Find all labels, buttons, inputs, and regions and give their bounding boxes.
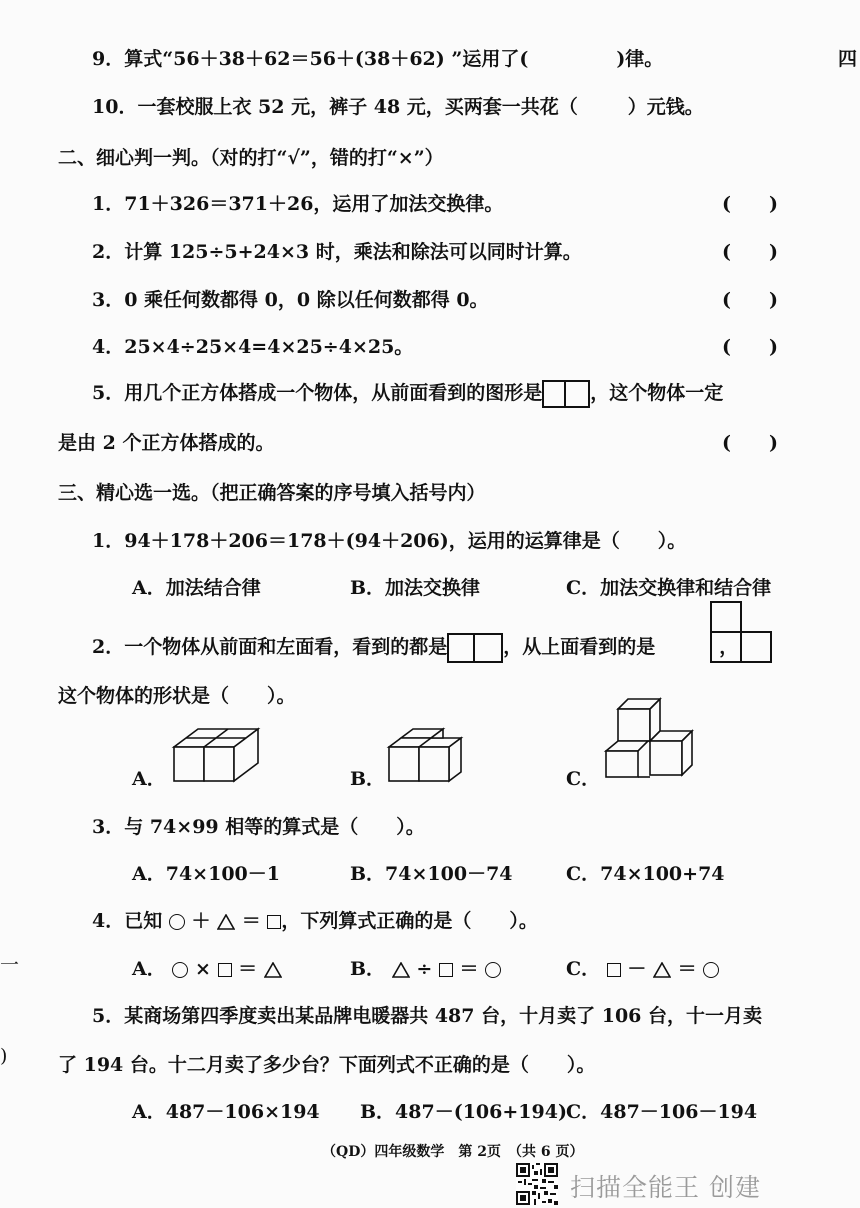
view-square-2 xyxy=(475,633,503,663)
minus-sign-icon: － xyxy=(627,958,647,980)
judge-item-4-answer: ( ) xyxy=(722,336,778,358)
square-icon xyxy=(267,915,281,929)
triangle-icon xyxy=(392,962,410,978)
times-sign-icon: × xyxy=(195,958,211,980)
circle-icon xyxy=(485,962,501,978)
choice-2-text-c: ， xyxy=(719,636,739,658)
choice-4-option-c-label: C． xyxy=(566,958,601,980)
choice-5-line2: 了 194 台。十二月卖了多少台？下面列式不正确的是（ ）。 xyxy=(58,1054,596,1076)
front-view-square-2 xyxy=(566,380,590,408)
section-3-title: 三、精心选一选。（把正确答案的序号填入括号内） xyxy=(58,482,486,504)
circle-icon xyxy=(169,914,185,930)
choice-question-4 xyxy=(92,906,538,933)
equals-sign-icon: ＝ xyxy=(677,958,697,980)
equals-sign-icon: ＝ xyxy=(459,958,479,980)
choice-question-3: 3．与 74×99 相等的算式是（ ）。 xyxy=(92,816,425,838)
judge-item-3-answer: ( ) xyxy=(722,289,778,311)
scanner-watermark: 扫描全能王 创建 xyxy=(570,1173,761,1202)
choice-4-option-b-label: B． xyxy=(350,958,386,980)
judge-item-4: 4．25×4÷25×4=4×25÷4×25。 xyxy=(92,336,414,358)
judge-item-3: 3．0 乘任何数都得 0，0 除以任何数都得 0。 xyxy=(92,289,489,311)
circle-icon xyxy=(172,962,188,978)
choice-2-text-b: ，从上面看到的是 xyxy=(503,636,656,658)
front-view-square-1 xyxy=(542,380,566,408)
edge-char-right: 四 xyxy=(838,48,858,70)
question-9-tail: )律。 xyxy=(616,48,664,70)
view-square-1 xyxy=(447,633,475,663)
question-9-text: 9．算式“56＋38＋62＝56＋(38＋62) ”运用了( xyxy=(92,48,529,70)
top-view-icon xyxy=(709,600,773,664)
choice-2-text-a: 2．一个物体从前面和左面看，看到的都是 xyxy=(92,636,448,658)
choice-3-option-a: A．74×100－1 xyxy=(132,863,280,885)
square-icon xyxy=(607,963,621,977)
choice-5-option-c: C．487－106－194 xyxy=(566,1101,758,1123)
judge-item-1-answer: ( ) xyxy=(722,193,778,215)
divide-sign-icon: ÷ xyxy=(416,958,433,980)
triangle-icon xyxy=(217,914,235,930)
choice-question-1: 1．94＋178＋206＝178＋(94＋206)，运用的运算律是（ ）。 xyxy=(92,530,687,552)
choice-3-option-c: C．74×100+74 xyxy=(566,863,725,885)
triangle-icon xyxy=(653,962,671,978)
choice-1-option-a: A．加法结合律 xyxy=(132,577,261,599)
square-icon xyxy=(218,963,232,977)
choice-1-option-b: B．加法交换律 xyxy=(350,577,481,599)
choice-4-option-a-label: A． xyxy=(132,958,166,980)
judge-item-1: 1．71＋326＝371＋26，运用了加法交换律。 xyxy=(92,193,504,215)
plus-sign-icon: ＋ xyxy=(191,910,211,932)
choice-1-option-c: C．加法交换律和结合律 xyxy=(566,577,772,599)
edge-char-left-bottom: ) xyxy=(0,1045,8,1067)
equals-sign-icon: ＝ xyxy=(241,910,261,932)
judge-item-5-answer: ( ) xyxy=(722,432,778,454)
choice-2-label-c: C． xyxy=(566,768,601,790)
judge-item-5 xyxy=(92,378,723,408)
choice-3-option-b: B．74×100－74 xyxy=(350,863,513,885)
question-10-text: 10．一套校服上衣 52 元，裤子 48 元，买两套一共花（ xyxy=(92,96,578,118)
question-10-tail: ）元钱。 xyxy=(627,96,704,118)
section-2-title: 二、细心判一判。（对的打“√”，错的打“×”） xyxy=(58,147,444,169)
choice-4-text-b: ，下列算式正确的是（ ）。 xyxy=(281,910,538,932)
triangle-icon xyxy=(264,962,282,978)
qr-code-icon xyxy=(516,1163,558,1205)
choice-2-label-a: A． xyxy=(132,768,166,790)
shape-c-cube-drawing xyxy=(602,695,694,785)
judge-item-5-line2: 是由 2 个正方体搭成的。 xyxy=(58,432,275,454)
choice-question-2 xyxy=(92,632,738,663)
shape-a-cube-drawing xyxy=(170,725,264,787)
choice-4-option-b xyxy=(350,954,501,981)
question-10 xyxy=(92,92,704,119)
choice-4-option-a xyxy=(132,954,282,981)
equals-sign-icon: ＝ xyxy=(238,958,258,980)
choice-2-label-b: B． xyxy=(350,768,386,790)
judge-item-2-answer: ( ) xyxy=(722,241,778,263)
square-icon xyxy=(439,963,453,977)
judge-item-2: 2．计算 125÷5+24×3 时，乘法和除法可以同时计算。 xyxy=(92,241,582,263)
shape-b-cube-drawing xyxy=(385,725,465,787)
choice-4-option-c xyxy=(566,954,719,981)
judge-item-5-text-a: 5．用几个正方体搭成一个物体，从前面看到的图形是 xyxy=(92,382,543,404)
question-9 xyxy=(92,44,663,71)
choice-question-5: 5．某商场第四季度卖出某品牌电暖器共 487 台，十月卖了 106 台，十一月卖 xyxy=(92,1005,763,1027)
choice-5-option-b: B．487－(106+194) xyxy=(360,1101,567,1123)
judge-item-5-text-b: ，这个物体一定 xyxy=(590,382,724,404)
page-footer: （QD）四年级数学 第 2页 （共 6 页） xyxy=(322,1144,584,1160)
choice-4-text-a: 4．已知 xyxy=(92,910,163,932)
circle-icon xyxy=(703,962,719,978)
choice-5-option-a: A．487－106×194 xyxy=(132,1101,320,1123)
choice-2-line2: 这个物体的形状是（ ）。 xyxy=(58,685,296,707)
edge-char-left-top: 一 xyxy=(0,954,20,976)
